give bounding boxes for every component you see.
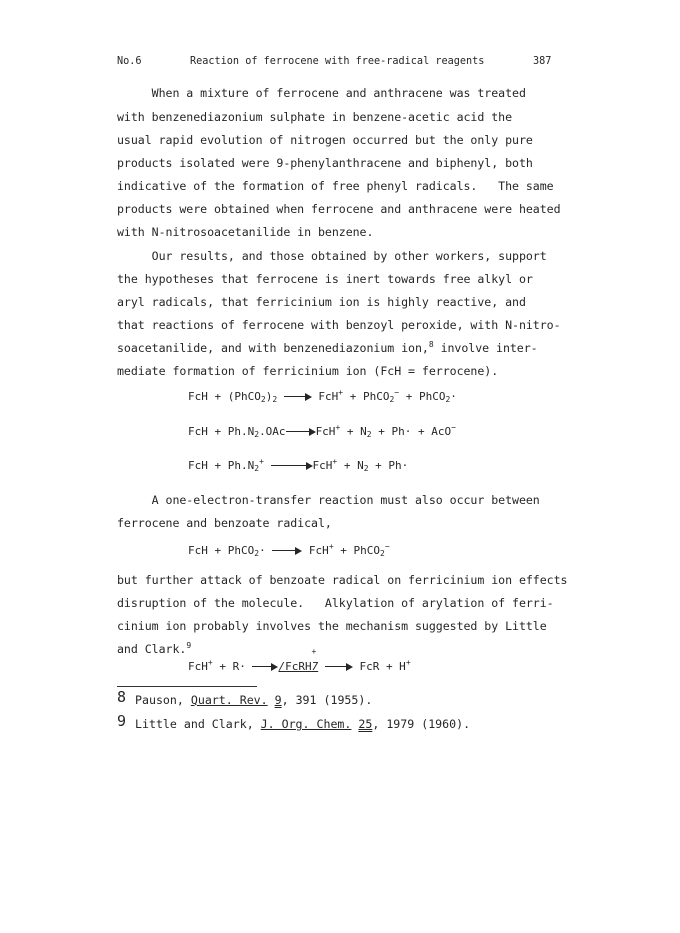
eq-term: FcRH <box>285 660 312 673</box>
equation-5 <box>188 647 411 673</box>
eq-term: + PhCO <box>343 390 390 403</box>
eq-term: FcH <box>302 544 329 557</box>
subscript: 2 <box>363 464 369 473</box>
text-line: Our results, and those obtained by other workers, support <box>117 249 547 263</box>
text-line <box>117 642 191 656</box>
eq-term: + Ph· + AcO <box>371 425 452 438</box>
equation-3 <box>188 459 408 472</box>
text-line: When a mixture of ferrocene and anthracene was treated <box>117 86 526 100</box>
text-fragment: involve inter- <box>433 341 538 355</box>
eq-term: FcH <box>312 459 333 472</box>
text-fragment: and Clark. <box>117 642 187 656</box>
footnote-9 <box>117 714 470 732</box>
page-number: 387 <box>533 56 552 67</box>
text-line: usual rapid evolution of nitrogen occurred but the only pure <box>117 133 533 147</box>
text-line: that reactions of ferrocene with benzoyl peroxide, with N-nitro- <box>117 318 561 332</box>
text-fragment: soacetanilide, and with benzenediazonium ion, <box>117 341 429 355</box>
superscript: − <box>451 423 456 432</box>
text-line: mediate formation of ferricinium ion (FcH = ferrocene). <box>117 364 499 378</box>
text-line: cinium ion probably involves the mechanism suggested by Little <box>117 619 547 633</box>
subscript: 2 <box>445 395 451 404</box>
eq-term: · <box>450 390 457 403</box>
superscript: + <box>328 542 334 551</box>
eq-term: + PhCO <box>333 544 380 557</box>
reaction-arrow-icon <box>284 392 312 402</box>
reference-marker: 9 <box>186 641 192 650</box>
eq-term: FcH + Ph.N <box>188 459 255 472</box>
footnote-journal: Quart. Rev. <box>190 693 268 707</box>
footnote-rest: , 1979 (1960). <box>372 717 471 731</box>
eq-term: FcH + Ph.N <box>188 425 255 438</box>
eq-term: + N <box>340 425 367 438</box>
eq-term: FcH + (PhCO <box>188 390 261 403</box>
text-line: ferrocene and benzoate radical, <box>117 516 332 530</box>
subscript: 2 <box>254 549 260 558</box>
footnote-volume: 25 <box>358 717 373 731</box>
superscript: + <box>335 423 341 432</box>
equation-2 <box>188 425 456 438</box>
equation-4 <box>188 544 390 557</box>
eq-term: .OAc <box>259 425 286 438</box>
text-line: with N-nitrosoacetanilide in benzene. <box>117 225 374 239</box>
eq-term: + R· <box>212 660 246 673</box>
eq-term: FcH <box>315 425 336 438</box>
running-header <box>0 56 680 70</box>
eq-term: FcH <box>311 390 339 403</box>
superscript: + <box>332 457 338 466</box>
eq-term: + PhCO <box>399 390 446 403</box>
text-line: aryl radicals, that ferricinium ion is highly reactive, and <box>117 295 526 309</box>
footnote-rule <box>117 686 257 687</box>
footnote-journal: J. Org. Chem. <box>260 717 352 731</box>
eq-term: + N <box>337 459 364 472</box>
text-line: products isolated were 9-phenylanthracene and biphenyl, both <box>117 156 533 170</box>
reaction-arrow-icon <box>272 546 302 556</box>
superscript: − <box>394 388 400 397</box>
text-line: the hypotheses that ferrocene is inert towards free alkyl or <box>117 272 533 286</box>
eq-term: · <box>259 544 266 557</box>
superscript: + <box>405 658 411 667</box>
footnote-volume: 9 <box>274 693 282 707</box>
subscript: 2 <box>260 395 266 404</box>
eq-term: FcH + PhCO <box>188 544 255 557</box>
bracket-close: 7 <box>311 660 319 673</box>
subscript: 2 <box>380 549 385 558</box>
journal-number: No.6 <box>117 56 142 67</box>
reaction-arrow-icon <box>325 662 353 672</box>
eq-term: ) <box>265 390 273 403</box>
eq-term: FcR + H <box>352 660 406 673</box>
subscript: 2 <box>366 430 372 439</box>
text-line: but further attack of benzoate radical on ferricinium ion effects <box>117 573 568 587</box>
text-line: products were obtained when ferrocene and anthracene were heated <box>117 202 561 216</box>
footnote-number: 8 <box>117 688 127 706</box>
eq-term: FcH <box>188 660 208 673</box>
reference-marker: 8 <box>428 340 434 349</box>
superscript: + <box>259 457 264 466</box>
text-line: with benzenediazonium sulphate in benzene-acetic acid the <box>117 110 513 124</box>
reaction-arrow-icon <box>252 662 278 672</box>
superscript: − <box>384 542 390 551</box>
text-line <box>117 341 538 355</box>
subscript: 2 <box>254 464 260 473</box>
text-line: indicative of the formation of free phenyl radicals. The same <box>117 179 554 193</box>
footnote-8 <box>117 690 372 708</box>
eq-term: + Ph· <box>368 459 409 472</box>
reaction-arrow-icon <box>271 461 313 471</box>
footnote-sep <box>268 693 275 707</box>
bracket-open: / <box>278 660 286 673</box>
text-line: A one-electron-transfer reaction must also occur between <box>117 493 540 507</box>
footnote-rest: , 391 (1955). <box>281 693 373 707</box>
running-title: Reaction of ferrocene with free-radical reagents <box>190 56 485 67</box>
footnote-author: Little and Clark, <box>135 717 261 731</box>
reaction-arrow-icon <box>286 427 316 437</box>
intermediate-complex: /FcRH7 + <box>278 647 319 673</box>
subscript: 2 <box>389 395 395 404</box>
footnote-number: 9 <box>117 712 127 730</box>
subscript: 2 <box>272 395 278 404</box>
text-line: disruption of the molecule. Alkylation of arylation of ferri- <box>117 596 554 610</box>
subscript: 2 <box>254 430 260 439</box>
superscript: + <box>338 388 344 397</box>
footnote-author: Pauson, <box>135 693 191 707</box>
equation-1 <box>188 390 457 403</box>
superscript: + <box>207 658 213 667</box>
